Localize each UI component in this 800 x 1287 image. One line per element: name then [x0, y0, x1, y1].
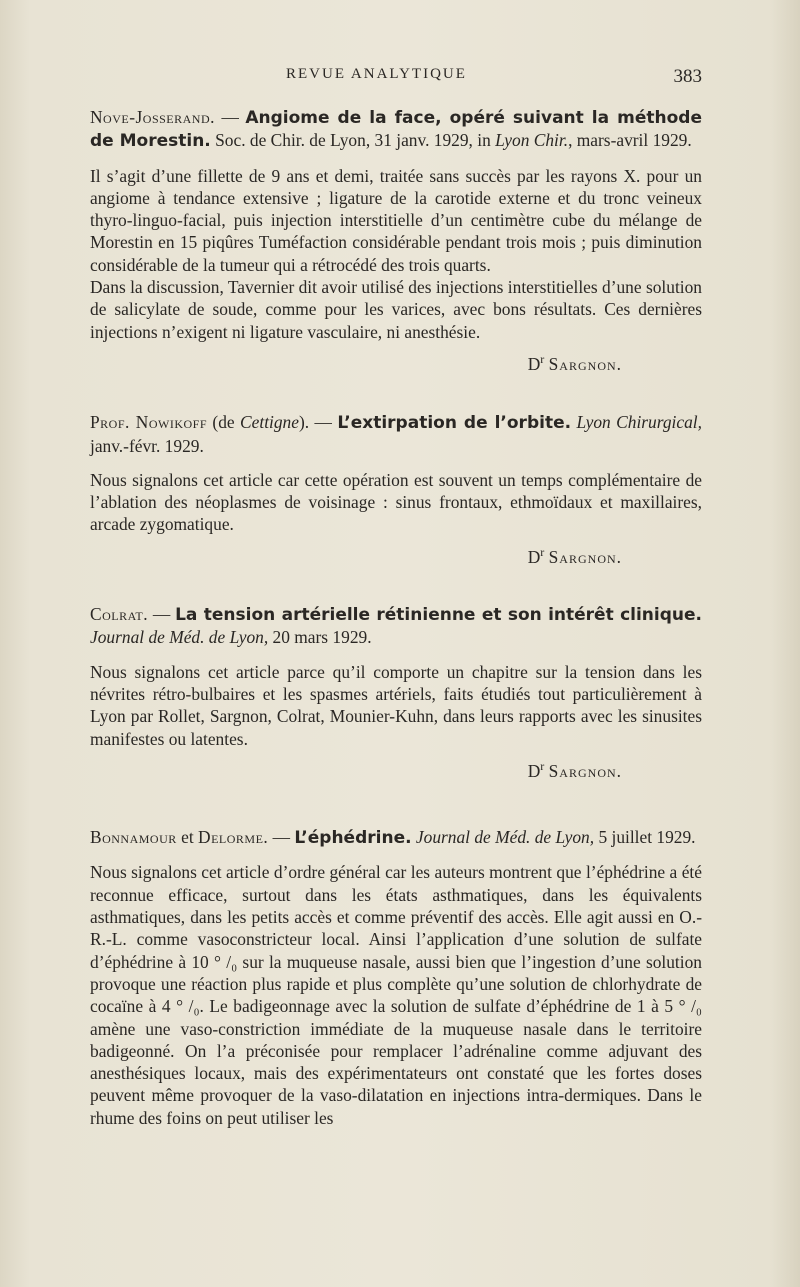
review-entry-tension [90, 603, 702, 782]
journal: Journal de Méd. de Lyon, [411, 827, 595, 848]
article-title: L’extirpation de l’orbite. [337, 413, 572, 434]
signature-title [528, 761, 545, 781]
review-entry-orbite [90, 411, 702, 568]
spacer [90, 782, 702, 826]
journal: Lyon Chir. [495, 130, 569, 151]
review-entry-angiome [90, 106, 702, 375]
signature-title [528, 354, 545, 374]
paragraph: Nous signalons cet article car cette opération est souvent un temps complémentaire de l’ablation des néoplasmes de voisinage : sinus frontaux, ethmoïdaux et maxillaires, arcade zygomatique. [90, 469, 702, 535]
dash: — [268, 827, 295, 848]
article-title: La tension artérielle rétinienne et son intérêt clinique. [175, 605, 702, 626]
signature [90, 353, 622, 375]
dash: — [148, 604, 176, 625]
sig-r: r [540, 352, 545, 367]
author: Colrat. [90, 604, 149, 625]
date: 5 juillet 1929. [594, 827, 696, 848]
journal: Lyon Chirurgical, [571, 412, 702, 433]
sig-d: D [527, 546, 541, 567]
sig-d: D [527, 760, 541, 781]
date: janv.-févr. 1929. [90, 435, 204, 456]
author: Nove-Josserand. [90, 107, 215, 127]
author: Bonnamour [90, 827, 177, 848]
running-header [90, 66, 702, 90]
journal: Journal de Méd. de Lyon, [90, 627, 269, 648]
page-number: 383 [673, 66, 702, 87]
running-title: REVUE ANALYTIQUE [286, 66, 467, 82]
sig-r: r [540, 759, 545, 774]
sig-d: D [527, 353, 541, 374]
citation [90, 106, 702, 153]
source: Soc. de Chir. de Lyon, 31 janv. 1929, in [210, 130, 496, 151]
spacer [90, 568, 702, 603]
paragraph: Il s’agit d’une fillette de 9 ans et demi, traitée sans succès par les rayons X. pour un angiome à tendance extensive ; ligature de la carotide externe et du tronc veineux thyro-linguo-facial, puis injection interstitielle d’un centimètre cube du mélange de Morestin en 15 piqûres Tuméfaction considérable pendant trois mois ; puis diminution considérable de la tumeur qui a rétrocédé des trois quarts. [90, 165, 702, 275]
citation [90, 826, 702, 849]
signature [90, 760, 622, 782]
signature-name: Sargnon. [548, 546, 622, 567]
dash: — [214, 107, 246, 127]
signature-name: Sargnon. [548, 760, 622, 781]
article-column [90, 106, 702, 1129]
author-2: Delorme. [198, 827, 269, 848]
paragraph: Dans la discussion, Tavernier dit avoir utilisé des injections interstitielles d’une solution de salicylate de soude, comme pour les varices, avec bons résultats. Ces dernières injections n’exigent ni ligature vasculaire, ni anesthésie. [90, 277, 702, 342]
citation [90, 603, 702, 649]
source-pre: (de [207, 412, 241, 433]
review-entry-ephedrine [90, 826, 702, 1129]
source-post: ). — [298, 412, 338, 433]
place: Cettigne [240, 412, 299, 433]
author: Prof. Nowikoff [90, 412, 208, 433]
spacer [90, 375, 702, 411]
sig-r: r [540, 544, 545, 559]
signature-name: Sargnon. [548, 353, 622, 374]
article-title: L’éphédrine. [294, 828, 412, 849]
date: 20 mars 1929. [268, 627, 372, 648]
paragraph: Nous signalons cet article d’ordre général car les auteurs montrent que l’éphédrine a été reconnue efficace, surtout dans les états asthmatiques, dans les équivalents asthmatiques, dans les petits accès et comme préventif des accès. Elle agit aussi en O.-R.-L. comme vasoconstricteur local. Ainsi l’application d’une solution de sulfate d’éphédrine à 10 ° /₀ sur la muqueuse nasale, aussi bien que l’ingestion d’une solution provoque une réaction plus rapide et plus complète qu’une solution de chlorhydrate de cocaïne à 4 ° /₀. Le badigeonnage avec la solution de sulfate d’éphédrine de 1 à 5 ° /₀ amène une vaso-constriction immédiate de la muqueuse nasale dans le territoire badigeonné. On l’a préconisée pour remplacer l’adrénaline comme adjuvant des anesthésiques locaux, mais des expérimentateurs ont constaté que les fortes doses peuvent même provoquer de la vaso-dilatation en injections intra-dermiques. Dans le rhume des foins on peut utiliser les [90, 862, 702, 1128]
citation [90, 411, 702, 457]
date: , mars-avril 1929. [568, 130, 692, 151]
article-title: Angiome de la face, opéré suivant la méthode de Morestin. [90, 108, 703, 152]
paragraph: Nous signalons cet article parce qu’il comporte un chapitre sur la tension dans les névrites rétro-bulbaires et les spasmes artériels, faits étudiés tout particulièrement à Lyon par Rollet, Sargnon, Colrat, Mounier-Kuhn, dans leurs rapports avec les sinusites manifestes ou latentes. [90, 661, 702, 749]
signature [90, 546, 622, 568]
connector: et [176, 827, 199, 848]
signature-title [527, 544, 545, 567]
